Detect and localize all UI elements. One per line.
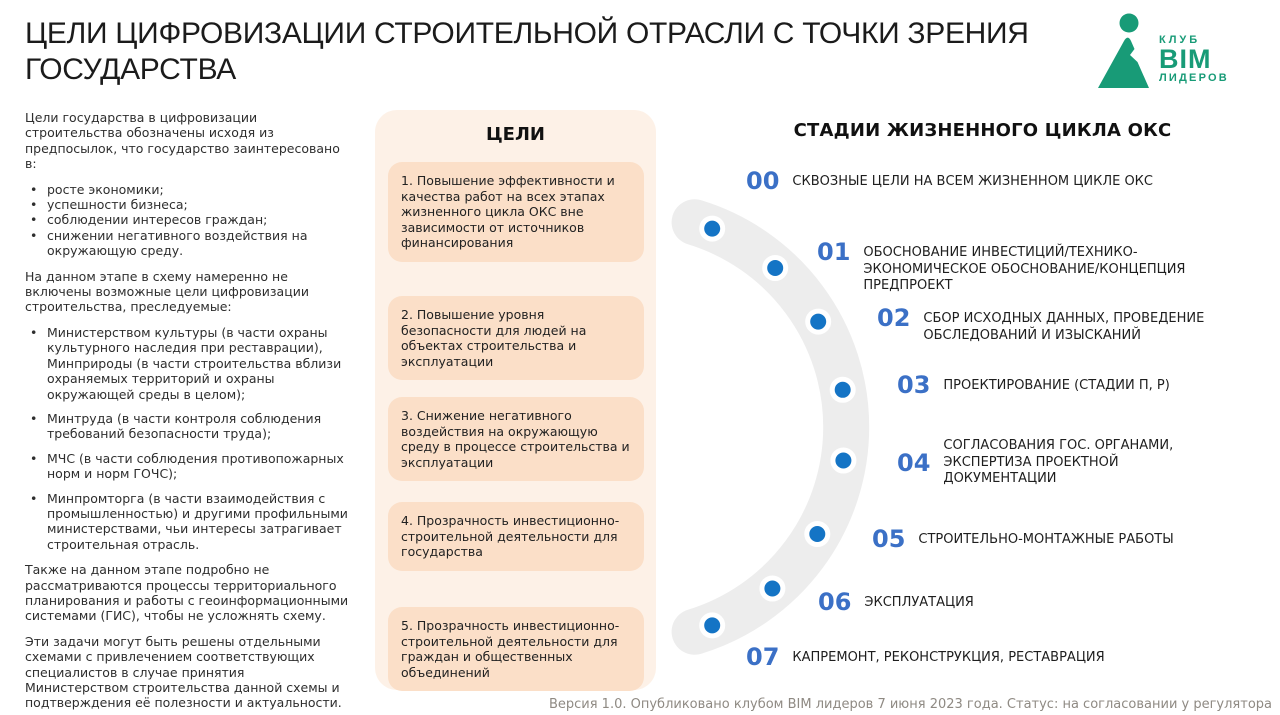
page-title-line1: ЦЕЛИ ЦИФРОВИЗАЦИИ СТРОИТЕЛЬНОЙ ОТРАСЛИ С ТОЧКИ ЗРЕНИЯ [25,17,1029,50]
list-item: • Минтруда (в части контроля соблюдения требований безопасности труда); [25,411,351,442]
stage-dot-00-icon [702,218,723,239]
stage-label: ОБОСНОВАНИЕ ИНВЕСТИЦИЙ/ТЕХНИКО-ЭКОНОМИЧЕСКОЕ ОБОСНОВАНИЕ/КОНЦЕПЦИЯ ПРЕДПРОЕКТ [863,245,1186,293]
gis-note-paragraph: Также на данном этапе подробно не рассматриваются процессы территориального планирования и работы с геоинформационными системами (ГИС), чтобы не усложнять схему. [25,562,349,624]
logo-bim-label: BIM [1159,44,1212,74]
stage-label: ЭКСПЛУАТАЦИЯ [864,595,974,610]
intro-paragraph: Цели государства в цифровизации строительства обозначены исходя из предпосылок, что государство заинтересовано в: [25,110,340,172]
stage-row-00 [746,167,1153,195]
stage-row-05 [872,525,1174,553]
stage-label: СОГЛАСОВАНИЯ ГОС. ОРГАНАМИ, ЭКСПЕРТИЗА ПРОЕКТНОЙ ДОКУМЕНТАЦИИ [943,438,1174,486]
goal-card-4: 4. Прозрачность инвестиционно-строительной деятельности для государства [388,502,644,571]
goal-card-5: 5. Прозрачность инвестиционно-строительной деятельности для граждан и общественных объединений [388,607,644,691]
stage-label: СБОР ИСХОДНЫХ ДАННЫХ, ПРОВЕДЕНИЕ ОБСЛЕДОВАНИЙ И ИЗЫСКАНИЙ [923,311,1205,343]
state-interests-list [25,182,351,259]
list-item: • Министерством культуры (в части охраны культурного наследия при реставрации), Минприроды (в части строительства вблизи охраняемых территорий и охраны окружающей среды в целом); [25,325,351,402]
stage-number: 01 [817,238,851,266]
stage-row-07 [746,643,1105,671]
page-title [25,16,1085,88]
stage-dot-05-icon [807,524,828,545]
stage-number: 06 [818,588,852,616]
stages-panel-title: СТАДИИ ЖИЗНЕННОГО ЦИКЛА ОКС [793,120,1172,141]
excluded-intro-paragraph: На данном этапе в схему намеренно не включены возможные цели цифровизации строительства, преследуемые: [25,268,309,315]
stage-label: СКВОЗНЫЕ ЦЕЛИ НА ВСЕМ ЖИЗНЕННОМ ЦИКЛЕ ОКС [792,174,1153,189]
stage-dot-06-icon [762,578,783,599]
goal-card-3: 3. Снижение негативного воздействия на окружающую среду в процессе строительства и эксплуатации [388,397,644,481]
stage-row-04 [897,438,1209,488]
stage-dot-01-icon [765,258,786,279]
excluded-goals-list [25,325,351,552]
goals-panel-title: ЦЕЛИ [485,124,545,145]
stage-dot-03-icon [832,379,853,400]
goals-panel [375,110,656,690]
stage-dot-02-icon [808,311,829,332]
stage-label: ПРОЕКТИРОВАНИЕ (СТАДИИ П, Р) [943,378,1170,393]
stage-row-03 [897,371,1170,399]
tasks-note-paragraph: Эти задачи могут быть решены отдельными схемами с привлечением соответствующих специалистов в случае принятия Министерством строительства данной схемы и подтверждения её полезности и актуальности. [25,633,342,711]
version-status-footer: Версия 1.0. Опубликовано клубом BIM лидеров 7 июня 2023 года. Статус: на согласовании у регулятора [548,697,1272,712]
stage-number: 07 [746,643,780,671]
stage-number: 02 [877,304,911,332]
stage-dot-04-icon [833,450,854,471]
goal-card-1: 1. Повышение эффективности и качества работ на всех этапах жизненного цикла ОКС вне зависимости от источников финансирования [388,162,644,262]
list-item: • МЧС (в части соблюдения противопожарных норм и норм ГОЧС); [25,451,351,482]
list-item: • успешности бизнеса; [25,197,351,212]
goal-card-2: 2. Повышение уровня безопасности для людей на объектах строительства и эксплуатации [388,296,644,380]
stage-dot-07-icon [702,615,723,636]
stage-row-01 [817,238,1211,295]
left-text-column [25,110,351,715]
list-item: • снижении негативного воздействия на окружающую среду. [25,228,351,259]
page-title-line2: ГОСУДАРСТВА [25,53,236,86]
bim-club-logo [1096,8,1229,96]
list-item: • соблюдении интересов граждан; [25,212,351,227]
stage-number: 05 [872,525,906,553]
stage-number: 00 [746,167,780,195]
mountain-person-icon [1096,8,1150,96]
stage-number: 03 [897,371,931,399]
stage-row-06 [818,588,974,616]
logo-club-label: КЛУБ [1159,34,1201,46]
stage-label: СТРОИТЕЛЬНО-МОНТАЖНЫЕ РАБОТЫ [918,532,1174,547]
stage-number: 04 [897,448,931,477]
logo-leaders-label: ЛИДЕРОВ [1159,72,1229,84]
list-item: • Минпромторга (в части взаимодействия с промышленностью) и другими профильными министерствами, чьи интересы затрагивает строительная отрасль. [25,491,351,553]
list-item: • росте экономики; [25,182,351,197]
stage-row-02 [877,304,1255,344]
stage-label: КАПРЕМОНТ, РЕКОНСТРУКЦИЯ, РЕСТАВРАЦИЯ [792,650,1105,665]
logo-text [1159,34,1229,84]
